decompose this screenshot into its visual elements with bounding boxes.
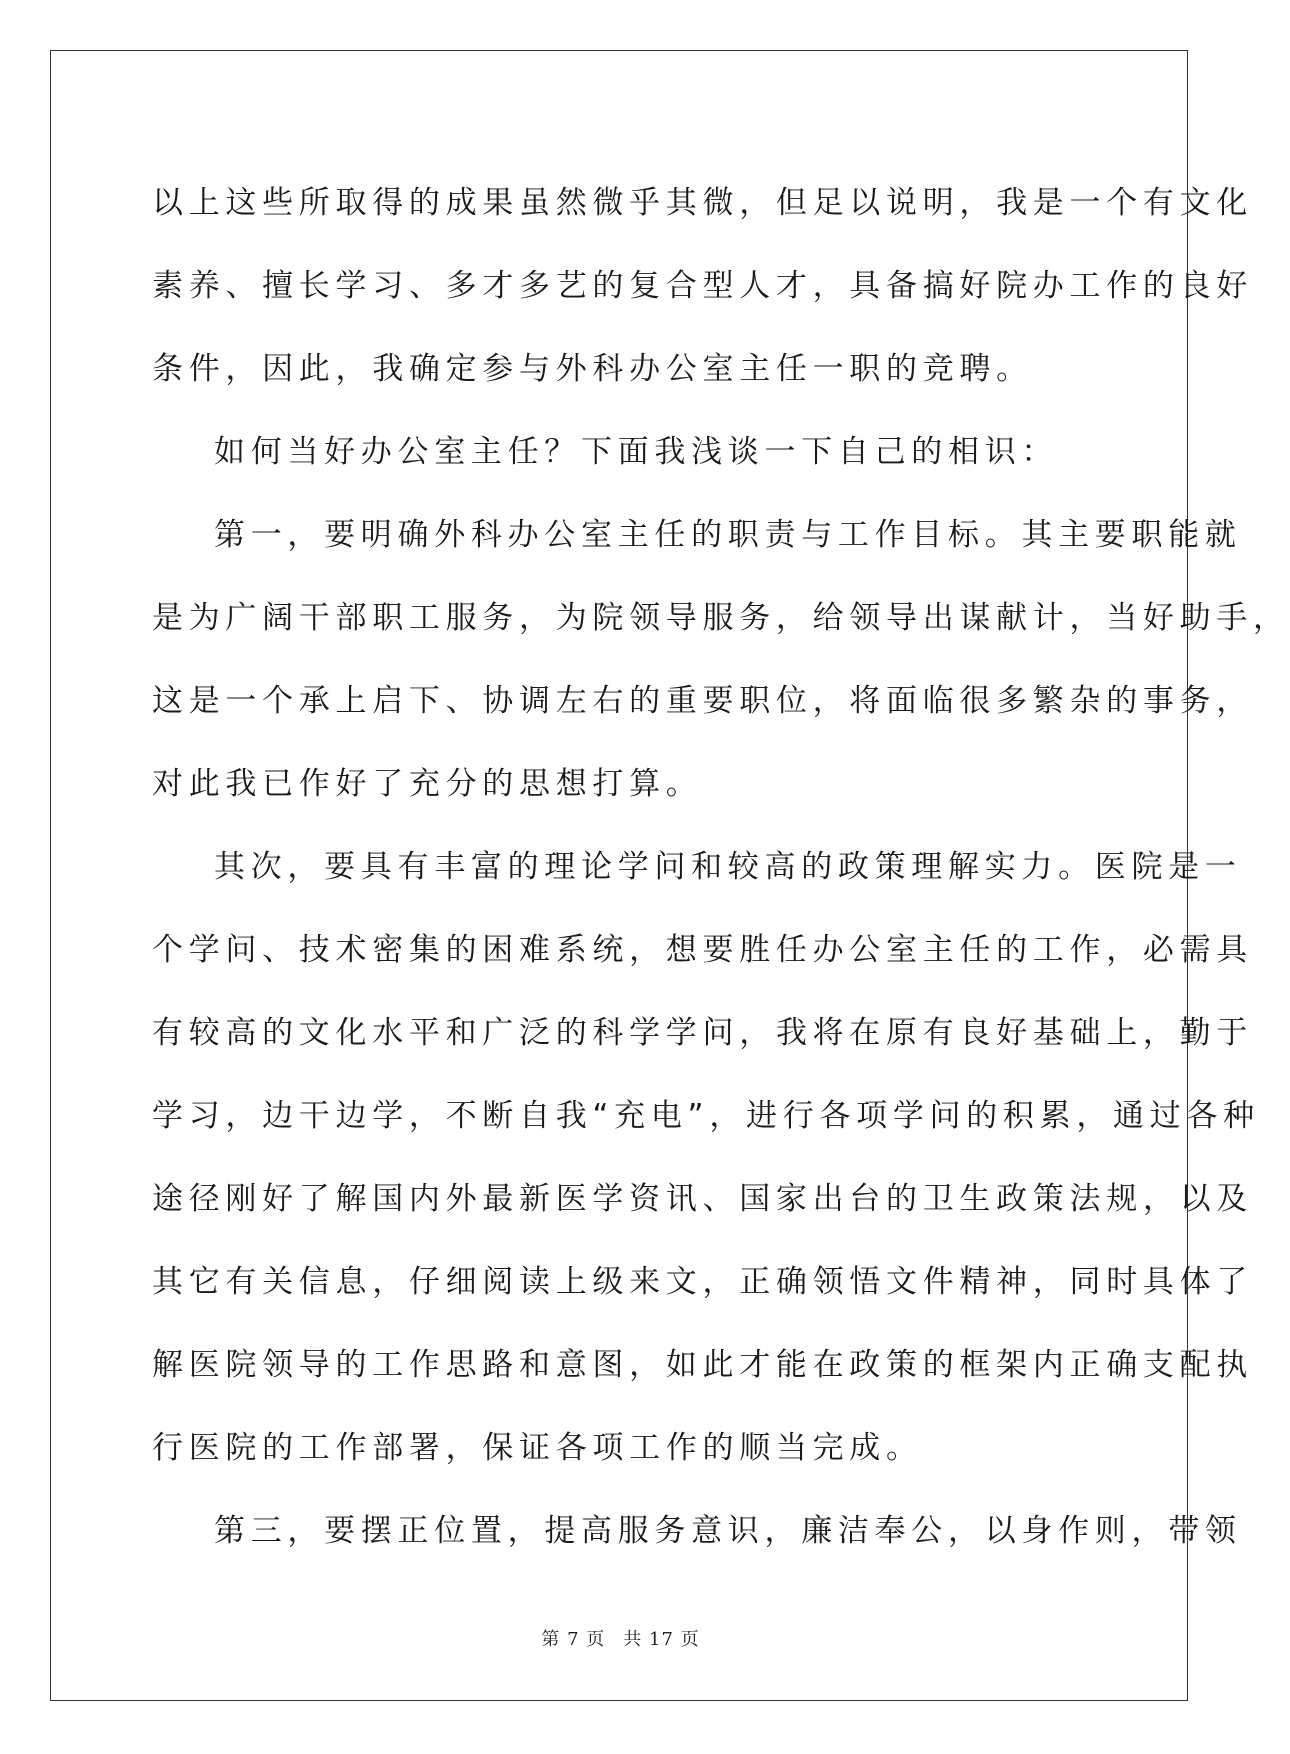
text-line-11: 有较高的文化水平和广泛的科学学问，我将在原有良好基础上，勤于	[152, 1015, 1253, 1051]
text-line-16: 行医院的工作部署，保证各项工作的顺当完成。	[152, 1430, 923, 1466]
page-number: 第 7 页	[541, 1629, 606, 1650]
text-line-4: 如何当好办公室主任？下面我浅谈一下自己的相识：	[214, 434, 1059, 470]
text-line-2: 素养、擅长学习、多才多艺的复合型人才，具备搞好院办工作的良好	[152, 268, 1253, 304]
text-line-1: 以上这些所取得的成果虽然微乎其微，但足以说明，我是一个有文化	[152, 185, 1253, 221]
text-line-6: 是为广阔干部职工服务，为院领导服务，给领导出谋献计，当好助手，	[152, 600, 1290, 636]
text-line-13: 途径刚好了解国内外最新医学资讯、国家出台的卫生政策法规，以及	[152, 1181, 1253, 1217]
text-line-12: 学习，边干边学，不断自我“充电”，进行各项学问的积累，通过各种	[152, 1098, 1260, 1134]
page-total: 共 17 页	[623, 1629, 700, 1650]
page-footer	[0, 1625, 1241, 1651]
document-body	[152, 162, 1290, 1573]
text-line-9: 其次，要具有丰富的理论学问和较高的政策理解实力。医院是一	[214, 849, 1242, 885]
text-line-10: 个学问、技术密集的困难系统，想要胜任办公室主任的工作，必需具	[152, 932, 1253, 968]
text-line-3: 条件，因此，我确定参与外科办公室主任一职的竞聘。	[152, 351, 1033, 387]
text-line-7: 这是一个承上启下、协调左右的重要职位，将面临很多繁杂的事务，	[152, 683, 1253, 719]
text-line-14: 其它有关信息，仔细阅读上级来文，正确领悟文件精神，同时具体了	[152, 1264, 1253, 1300]
text-line-5: 第一，要明确外科办公室主任的职责与工作目标。其主要职能就	[214, 517, 1242, 553]
text-line-8: 对此我已作好了充分的思想打算。	[152, 766, 703, 802]
text-line-17: 第三，要摆正位置，提高服务意识，廉洁奉公，以身作则，带领	[214, 1513, 1242, 1549]
text-line-15: 解医院领导的工作思路和意图，如此才能在政策的框架内正确支配执	[152, 1347, 1253, 1383]
